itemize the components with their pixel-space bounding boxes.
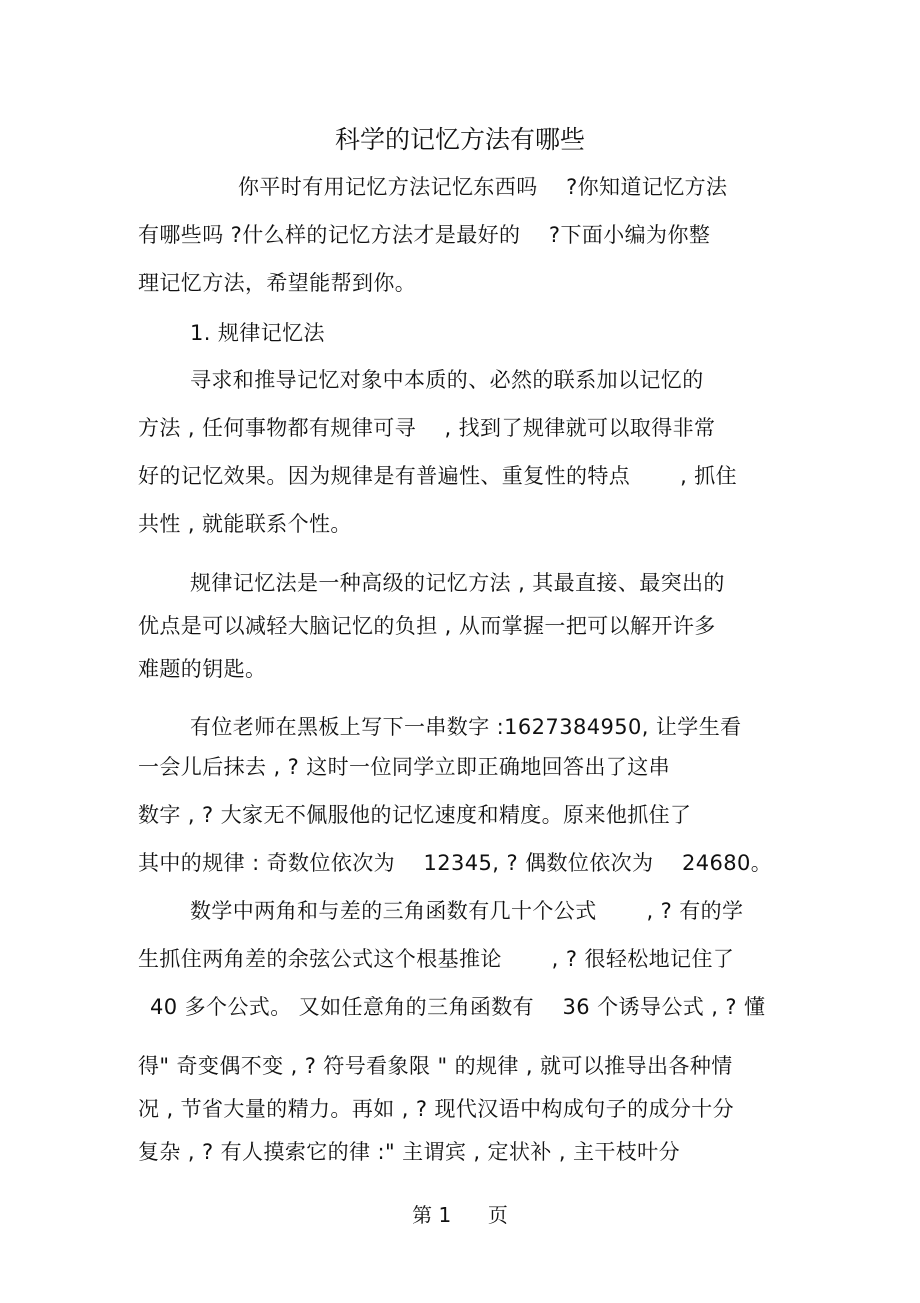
paragraph-line: 寻求和推导记忆对象中本质的、必然的联系加以记忆的 xyxy=(190,368,704,392)
paragraph-line: 有哪些吗 ?什么样的记忆方法才是最好的 ?下面小编为你整 xyxy=(138,223,711,247)
page-footer xyxy=(0,1201,920,1229)
page-number: 1 xyxy=(438,1203,452,1227)
paragraph-line: 共性 , 就能联系个性。 xyxy=(138,512,352,536)
section-heading: 1. 规律记忆法 xyxy=(190,321,325,345)
paragraph-line: 一会儿后抹去 , ? 这时一位同学立即正确地回答出了这串 xyxy=(138,755,671,779)
paragraph-line: 好的记忆效果。因为规律是有普遍性、重复性的特点 , 抓住 xyxy=(138,464,738,488)
paragraph-line: 得" 奇变偶不变 , ? 符号看象限 " 的规律 , 就可以推导出各种情 xyxy=(138,1054,733,1078)
paragraph-line: 况 , 节省大量的精力。再如 , ? 现代汉语中构成句子的成分十分 xyxy=(138,1097,735,1121)
paragraph-line: 有位老师在黑板上写下一串数字 :1627384950, 让学生看 xyxy=(190,715,742,739)
paragraph-line: 生抓住两角差的余弦公式这个根基推论 , ? 很轻松地记住了 xyxy=(138,947,735,971)
paragraph-line: 难题的钥匙。 xyxy=(138,657,267,681)
paragraph-line: 规律记忆法是一种高级的记忆方法 , 其最直接、最突出的 xyxy=(190,571,725,595)
page-label-suffix: 页 xyxy=(487,1203,508,1227)
paragraph-line: 其中的规律 : 奇数位依次为 12345, ? 偶数位依次为 24680。 xyxy=(138,851,773,875)
paragraph-line: 理记忆方法，希望能帮到你。 xyxy=(138,271,417,295)
paragraph-line: 你平时有用记忆方法记忆东西吗 ?你知道记忆方法 xyxy=(238,175,728,199)
paragraph-line: 数字 , ? 大家无不佩服他的记忆速度和精度。原来他抓住了 xyxy=(138,803,692,827)
document-title: 科学的记忆方法有哪些 xyxy=(334,125,585,154)
paragraph-line: 40 多个公式。 又如任意角的三角函数有 36 个诱导公式 , ? 懂 xyxy=(150,995,766,1019)
paragraph-line: 优点是可以减轻大脑记忆的负担 , 从而掌握一把可以解开许多 xyxy=(138,614,716,638)
page-label-prefix: 第 xyxy=(412,1203,433,1227)
paragraph-line: 数学中两角和与差的三角函数有几十个公式 , ? 有的学 xyxy=(190,899,744,923)
paragraph-line: 复杂 , ? 有人摸索它的律 :" 主谓宾 , 定状补 , 主干枝叶分 xyxy=(138,1140,680,1164)
paragraph-line: 方法 , 任何事物都有规律可寻 , 找到了规律就可以取得非常 xyxy=(138,416,716,440)
